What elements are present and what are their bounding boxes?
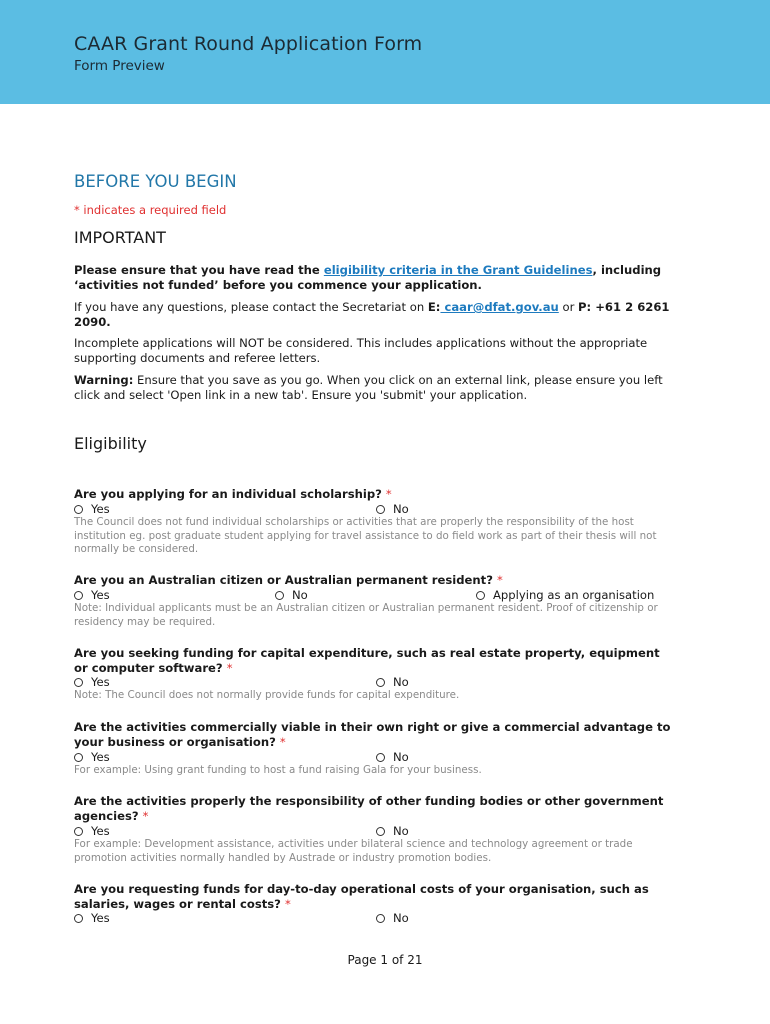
question-hint: For example: Development assistance, activities under bilateral science and technology agreement or trade promotion activities normally handled by Austrade or industry promotion bodies.	[74, 838, 633, 864]
radio-option-no[interactable]	[376, 911, 409, 925]
radio-option-no[interactable]	[275, 588, 308, 602]
email-label: E:	[427, 300, 441, 314]
radio-option-no[interactable]	[376, 502, 409, 516]
question-text: Are you an Australian citizen or Australian permanent resident?	[74, 573, 493, 587]
radio-button[interactable]	[376, 827, 385, 836]
page-number: Page 1 of 21	[347, 953, 423, 967]
radio-button[interactable]	[376, 753, 385, 762]
required-mark: *	[284, 896, 291, 911]
radio-button[interactable]	[74, 827, 83, 836]
section-heading-eligibility: Eligibility	[74, 434, 147, 453]
question-hint: Note: The Council does not normally provide funds for capital expenditure.	[74, 689, 460, 701]
question-hint: The Council does not fund individual scholarships or activities that are properly the responsibility of the host institution eg. post graduate student applying for travel assistance to do field work as part of their thesis will not normally be considered.	[74, 516, 657, 555]
email-link[interactable]: caar@dfat.gov.au	[440, 300, 559, 314]
question-hint: For example: Using grant funding to host a fund raising Gala for your business.	[74, 764, 482, 776]
warning-label: Warning:	[74, 373, 134, 387]
guidelines-text-start: Please ensure that you have read the	[74, 263, 324, 277]
option-label: Yes	[91, 675, 110, 689]
question-text: Are the activities commercially viable in their own right or give a commercial advantage to your business or organisation?	[74, 720, 671, 749]
option-label: Yes	[91, 911, 110, 925]
option-label: No	[393, 750, 409, 764]
required-mark: *	[226, 660, 233, 675]
radio-button[interactable]	[275, 591, 284, 600]
question-individual-scholarship	[74, 487, 674, 502]
option-label: No	[393, 675, 409, 689]
radio-button[interactable]	[74, 591, 83, 600]
guidelines-text-end: , including ‘activities not funded’ before you commence your application.	[74, 263, 662, 292]
radio-button[interactable]	[74, 505, 83, 514]
radio-button[interactable]	[74, 678, 83, 687]
question-text: Are you requesting funds for day-to-day operational costs of your organisation, such as salaries, wages or rental costs?	[74, 882, 649, 911]
section-heading-before-you-begin: BEFORE YOU BEGIN	[74, 172, 237, 191]
form-subtitle: Form Preview	[74, 58, 165, 74]
question-capital-expenditure	[74, 646, 674, 675]
required-mark: *	[385, 487, 392, 501]
question-other-funding-bodies	[74, 794, 674, 823]
guidelines-link[interactable]: eligibility criteria in the Grant Guidelines	[323, 263, 593, 277]
radio-button[interactable]	[74, 914, 83, 923]
option-label: No	[393, 824, 409, 838]
option-label: No	[393, 502, 409, 516]
radio-option-yes[interactable]	[74, 502, 110, 516]
radio-button[interactable]	[74, 753, 83, 762]
contact-paragraph	[74, 300, 674, 329]
radio-option-yes[interactable]	[74, 911, 110, 925]
question-operational-costs	[74, 882, 674, 911]
option-label: No	[292, 588, 308, 602]
option-label: Yes	[91, 588, 110, 602]
option-label: Yes	[91, 750, 110, 764]
option-label: No	[393, 911, 409, 925]
contact-or: or	[558, 300, 579, 314]
contact-text: If you have any questions, please contact the Secretariat on	[74, 300, 428, 314]
radio-option-no[interactable]	[376, 750, 409, 764]
section-heading-important: IMPORTANT	[74, 228, 166, 247]
form-title: CAAR Grant Round Application Form	[74, 33, 423, 55]
required-field-note: * indicates a required field	[74, 203, 227, 217]
phone-text: P: +61 2 6261 2090.	[74, 300, 670, 329]
option-label: Yes	[91, 502, 110, 516]
question-hint: Note: Individual applicants must be an Australian citizen or Australian permanent resident. Proof of citizenship or residency may be required.	[74, 602, 658, 628]
question-commercially-viable	[74, 720, 674, 749]
warning-text: Ensure that you save as you go. When you click on an external link, please ensure you left click and select 'Open link in a new tab'. Ensure you 'submit' your application.	[74, 373, 663, 402]
warning-paragraph	[74, 373, 674, 402]
question-text: Are you applying for an individual scholarship?	[74, 487, 382, 501]
required-mark: *	[142, 808, 149, 823]
guidelines-paragraph	[74, 263, 674, 292]
radio-button[interactable]	[376, 914, 385, 923]
radio-option-yes[interactable]	[74, 824, 110, 838]
required-mark: *	[279, 734, 286, 749]
question-citizen-resident	[74, 573, 674, 588]
option-label: Applying as an organisation	[493, 588, 655, 602]
form-header	[0, 0, 770, 104]
incomplete-paragraph: Incomplete applications will NOT be considered. This includes applications without the appropriate supporting documents and referee letters.	[74, 336, 648, 365]
radio-option-no[interactable]	[376, 675, 409, 689]
option-label: Yes	[91, 824, 110, 838]
radio-option-yes[interactable]	[74, 750, 110, 764]
radio-option-no[interactable]	[376, 824, 409, 838]
radio-button[interactable]	[476, 591, 485, 600]
required-mark: *	[496, 573, 503, 587]
radio-button[interactable]	[376, 505, 385, 514]
radio-button[interactable]	[376, 678, 385, 687]
question-text: Are the activities properly the responsibility of other funding bodies or other government agencies?	[74, 794, 664, 823]
radio-option-organisation[interactable]	[476, 588, 654, 602]
radio-option-yes[interactable]	[74, 675, 110, 689]
radio-option-yes[interactable]	[74, 588, 110, 602]
question-text: Are you seeking funding for capital expenditure, such as real estate property, equipment or computer software?	[74, 646, 660, 675]
